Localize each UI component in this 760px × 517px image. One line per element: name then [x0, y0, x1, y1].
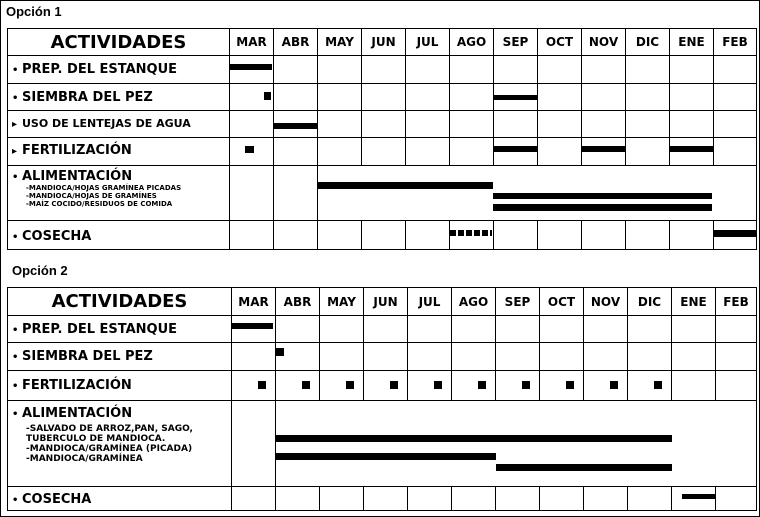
sub-item: -MANDIOCA/GRAMÍNEA	[26, 454, 143, 464]
activity-prep-estanque: • PREP. DEL ESTANQUE	[8, 316, 232, 343]
option1-table	[7, 28, 757, 250]
activity-prep-estanque: • PREP. DEL ESTANQUE	[8, 56, 230, 84]
bar-fert-sep	[494, 146, 538, 152]
month-jun: JUN	[362, 29, 406, 56]
activity-lentejas: ▸ USO DE LENTEJAS DE AGUA	[8, 111, 230, 138]
activity-label: SIEMBRA DEL PEZ	[22, 90, 153, 105]
mark-fert	[258, 381, 266, 389]
activity-label: COSECHA	[22, 492, 92, 507]
month-jun: JUN	[364, 288, 408, 316]
bar-alim-sep-ene-2	[493, 204, 712, 211]
month-ago: AGO	[450, 29, 494, 56]
month-may: MAY	[318, 29, 362, 56]
activity-label: FERTILIZACIÓN	[22, 143, 132, 158]
month-mar: MAR	[230, 29, 274, 56]
header-activities: ACTIVIDADES	[8, 288, 232, 316]
bar-alim-may-ago	[318, 182, 493, 189]
bar-cosecha-feb	[714, 230, 756, 237]
sub-item: -SALVADO DE ARROZ,PAN, SAGO,	[26, 424, 193, 434]
sub-item: -MAÍZ COCIDO/RESIDUOS DE COMIDA	[26, 200, 173, 208]
mark-fert	[478, 381, 486, 389]
activity-label: FERTILIZACIÓN	[22, 378, 132, 393]
bar-cosecha-ago	[450, 230, 492, 236]
month-may: MAY	[320, 288, 364, 316]
activity-label: PREP. DEL ESTANQUE	[22, 322, 178, 337]
month-sep: SEP	[496, 288, 540, 316]
month-feb: FEB	[714, 29, 757, 56]
month-abr: ABR	[276, 288, 320, 316]
activity-label: ALIMENTACIÓN	[22, 169, 133, 184]
mark-fert-mar	[245, 146, 254, 153]
month-jul: JUL	[408, 288, 452, 316]
bar-cosecha-ene	[682, 494, 716, 499]
mark-fert	[390, 381, 398, 389]
bar-alim-abr-ago	[276, 453, 496, 460]
mark-fert	[346, 381, 354, 389]
mark-fert	[610, 381, 618, 389]
sub-item: TUBERCULO DE MANDIOCA.	[26, 434, 166, 444]
month-nov: NOV	[584, 288, 628, 316]
mark-siembra-abr	[276, 348, 284, 356]
month-dic: DIC	[628, 288, 672, 316]
month-dic: DIC	[626, 29, 670, 56]
option1-title: Opción 1	[6, 4, 62, 19]
bar-fert-nov	[582, 146, 626, 152]
mark-siembra-mar	[264, 92, 271, 100]
month-abr: ABR	[274, 29, 318, 56]
bar-alim-abr-dic	[276, 435, 672, 442]
header-activities: ACTIVIDADES	[8, 29, 230, 56]
activity-alimentacion: • ALIMENTACIÓN -SALVADO DE ARROZ,PAN, SAGO, TUBERCULO DE MANDIOCA. -MANDIOCA/GRAMÍNEA (PICADA) -MANDIOCA/GRAMÍNEA	[8, 401, 232, 487]
bar-fert-ene	[670, 146, 714, 152]
month-ene: ENE	[672, 288, 716, 316]
month-feb: FEB	[716, 288, 757, 316]
activity-siembra-pez: • SIEMBRA DEL PEZ	[8, 343, 232, 371]
month-oct: OCT	[538, 29, 582, 56]
activity-label: PREP. DEL ESTANQUE	[22, 62, 178, 77]
mark-fert	[434, 381, 442, 389]
activity-label: ALIMENTACIÓN	[22, 406, 133, 421]
sub-item: -MANDIOCA/HOJAS GRAMÍNEA PICADAS	[26, 184, 182, 192]
month-nov: NOV	[582, 29, 626, 56]
activity-cosecha: • COSECHA	[8, 487, 232, 511]
mark-fert	[522, 381, 530, 389]
activity-fertilizacion: ▸ FERTILIZACIÓN	[8, 138, 230, 166]
month-ago: AGO	[452, 288, 496, 316]
month-jul: JUL	[406, 29, 450, 56]
activity-label: SIEMBRA DEL PEZ	[22, 349, 153, 364]
month-sep: SEP	[494, 29, 538, 56]
mark-fert	[302, 381, 310, 389]
option2-table	[7, 287, 757, 511]
bar-lentejas-abr	[274, 123, 318, 129]
activity-label: COSECHA	[22, 229, 92, 244]
activity-alimentacion: • ALIMENTACIÓN -MANDIOCA/HOJAS GRAMÍNEA PICADAS -MANDIOCA/HOJAS DE GRAMÍNES -MAÍZ COCIDO/RESIDUOS DE COMIDA	[8, 166, 230, 221]
activity-fertilizacion: • FERTILIZACIÓN	[8, 371, 232, 401]
mark-fert	[654, 381, 662, 389]
month-ene: ENE	[670, 29, 714, 56]
activity-siembra-pez: • SIEMBRA DEL PEZ	[8, 84, 230, 111]
bar-alim-sep-dic	[496, 464, 672, 471]
activity-label: USO DE LENTEJAS DE AGUA	[22, 117, 191, 130]
bar-siembra-sep	[494, 95, 538, 100]
sub-item: -MANDIOCA/GRAMÍNEA (PICADA)	[26, 444, 193, 454]
mark-fert	[566, 381, 574, 389]
activity-cosecha: • COSECHA	[8, 221, 230, 250]
bar-alim-sep-ene-1	[493, 193, 712, 199]
option2-title: Opción 2	[12, 263, 68, 278]
month-oct: OCT	[540, 288, 584, 316]
bar-prep-mar	[230, 64, 272, 70]
bar-prep-mar	[232, 323, 273, 329]
month-mar: MAR	[232, 288, 276, 316]
sub-item: -MANDIOCA/HOJAS DE GRAMÍNES	[26, 192, 157, 200]
